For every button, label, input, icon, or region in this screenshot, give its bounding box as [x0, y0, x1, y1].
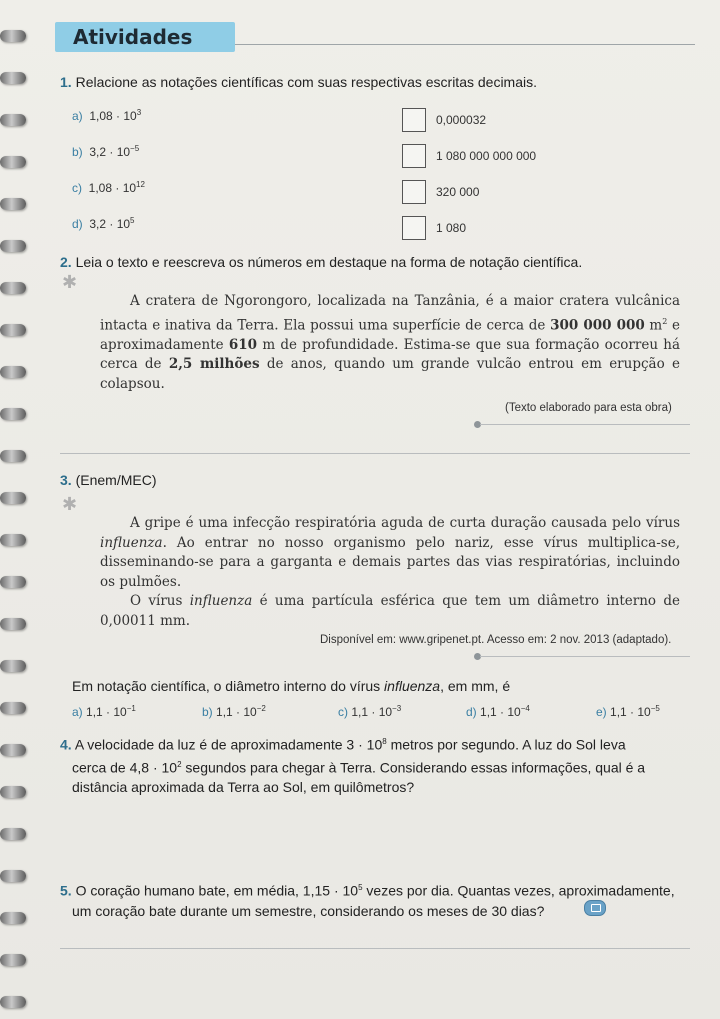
reading-text: A gripe é uma infecção respiratória aguda de curta duração causada pelo vírus influenza. Ao entrar no nosso organismo pelo nariz, esse vírus multiplica-se, disseminando-se para a garganta e demais partes das vias respiratórias, incluindo os pulmões. O vírus influenza é uma partícula esférica que tem um diâmetro interno de 0,00011 mm. [100, 515, 680, 629]
q1-item-d: d) $3,2 \cdot 10^5$ [72, 216, 135, 231]
question-number: 1. [60, 74, 72, 90]
divider [480, 424, 690, 425]
text-source: (Texto elaborado para esta obra) [505, 402, 672, 414]
answer-box-4[interactable] [402, 216, 426, 240]
question-3-prompt: Em notação científica, o diâmetro interno do vírus influenza, em mm, é [72, 678, 511, 694]
q3-option-d[interactable]: d) $1,1 \cdot 10^{-4}$ [466, 704, 530, 719]
decimal-value: 320 000 [436, 185, 480, 199]
question-source-label: (Enem/MEC) [75, 472, 157, 488]
divider [480, 656, 690, 657]
question-statement: Leia o texto e reescreva os números em destaque na forma de notação científica. [75, 254, 583, 270]
asterisk-icon: ✱ [62, 494, 78, 514]
question-number: 5. [60, 882, 72, 899]
question-statement: Relacione as notações científicas com suas respectivas escritas decimais. [75, 74, 538, 90]
answer-box-2[interactable] [402, 144, 426, 168]
question-5: 5. O coração humano bate, em média, $1,15 \cdot 10^5$ vezes por dia. Quantas vezes, aproximadamente, um coração bate durante um semestre, considerando os meses de 30 dias? [60, 882, 675, 919]
text-source: Disponível em: www.gripenet.pt. Acesso em: 2 nov. 2013 (adaptado). [320, 634, 672, 646]
reading-text: A cratera de Ngorongoro, localizada na Tanzânia, é a maior cratera vulcânica intacta e inativa da Terra. Ela possui uma superfície de cerca de 300 000 000 $m^2$ e aproximadamente 610 m de profundidade. Estima-se que sua formação ocorreu há cerca de 2,5 milhões de anos, quando um grande vulcão entrou em erupção e colapsou. [100, 293, 681, 392]
decimal-value: 1 080 000 000 000 [436, 149, 537, 163]
highlight-number: 300 000 000 [550, 317, 645, 333]
q3-option-c[interactable]: c) $1,1 \cdot 10^{-3}$ [338, 704, 402, 719]
question-number: 2. [60, 254, 72, 270]
question-1 [60, 72, 537, 92]
answer-box-1[interactable] [402, 108, 426, 132]
q3-option-a[interactable]: a) $1,1 \cdot 10^{-1}$ [72, 704, 136, 719]
highlight-number: 610 [228, 336, 258, 353]
divider [60, 948, 690, 949]
calculator-icon [584, 900, 606, 916]
decimal-value: 1 080 [436, 221, 467, 235]
spiral-binding [0, 0, 30, 1019]
question-2 [60, 252, 582, 272]
asterisk-icon: ✱ [62, 272, 78, 292]
question-number: 4. [60, 736, 72, 753]
q1-item-b: b) $3,2 \cdot 10^{-5}$ [72, 144, 140, 159]
divider [60, 453, 690, 454]
highlight-number: 2,5 milhões [168, 356, 260, 372]
q1-item-c: c) $1,08 \cdot 10^{12}$ [72, 180, 145, 195]
answer-box-3[interactable] [402, 180, 426, 204]
question-4: 4. A velocidade da luz é de aproximadamente $3 \cdot 10^8$ metros por segundo. A luz do Sol leva cerca de $4,8 \cdot 10^2$ segundos para chegar à Terra. Considerando essas informações, qual é a distância aproximada da Terra ao Sol, em quilômetros? [60, 736, 646, 796]
question-number: 3. [60, 472, 72, 488]
question-3 [60, 470, 156, 490]
page-title: Atividades [73, 25, 193, 49]
q1-item-a: a) $1,08 \cdot 10^3$ [72, 108, 142, 123]
section-header [55, 22, 695, 52]
q3-option-b[interactable]: b) $1,1 \cdot 10^{-2}$ [202, 704, 266, 719]
header-rule [235, 44, 695, 45]
decimal-value: 0,000032 [436, 113, 487, 127]
q3-option-e[interactable]: e) $1,1 \cdot 10^{-5}$ [596, 704, 660, 719]
